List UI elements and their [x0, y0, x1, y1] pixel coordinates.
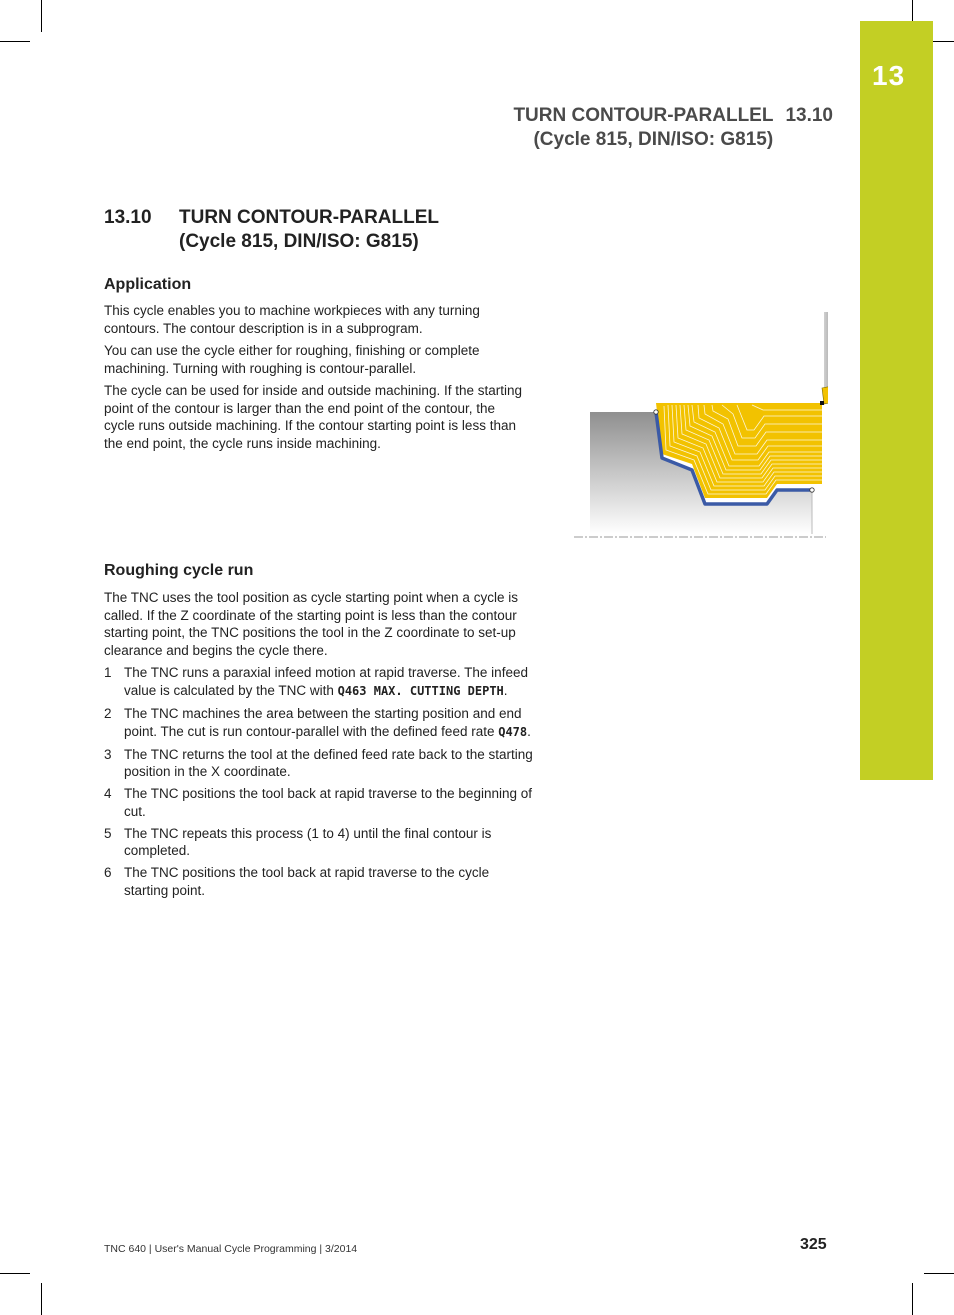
step-number: 3 — [104, 746, 112, 762]
step-text: The TNC runs a paraxial infeed motion at rapid traverse. The infeed value is calculated by the TNC with — [124, 665, 528, 699]
step-number: 6 — [104, 865, 112, 881]
step-number: 5 — [104, 825, 112, 841]
running-header — [513, 104, 833, 152]
step-punctuation: . — [527, 723, 531, 739]
step-number: 4 — [104, 786, 112, 802]
crop-mark — [924, 1273, 954, 1274]
step-punctuation: . — [503, 683, 508, 699]
step-parameter: Q463 MAX. CUTTING DEPTH — [337, 684, 504, 699]
roughing-step — [104, 746, 536, 781]
roughing-step — [104, 705, 536, 741]
section-heading — [104, 206, 439, 254]
roughing-step — [104, 785, 536, 820]
step-text: The TNC positions the tool back at rapid traverse to the cycle starting point. — [124, 865, 490, 898]
step-text: The TNC repeats this process (1 to 4) until the final contour is completed. — [124, 825, 492, 859]
page-number: 325 — [800, 1236, 827, 1253]
running-header-subtitle: (Cycle 815, DIN/ISO: G815) — [533, 129, 774, 150]
section-subtitle: (Cycle 815, DIN/ISO: G815) — [179, 231, 419, 252]
step-number: 2 — [104, 705, 112, 721]
roughing-step — [104, 825, 536, 860]
tool-start-point — [820, 401, 824, 405]
chapter-tab — [860, 21, 933, 780]
step-parameter: Q478 — [498, 724, 528, 739]
application-text — [104, 302, 529, 457]
step-text: The TNC returns the tool at the defined feed rate back to the starting position in the X coordinate. — [124, 746, 533, 780]
step-text: The TNC positions the tool back at rapid traverse to the beginning of cut. — [124, 786, 532, 819]
roughing-text — [104, 589, 536, 904]
application-paragraph: You can use the cycle either for roughing, finishing or complete machining. Turning with roughing is contour-parallel. — [104, 342, 480, 376]
section-number: 13.10 — [104, 207, 152, 228]
step-text: The TNC machines the area between the starting position and end point. The cut is run contour-parallel with the defined feed rate — [124, 705, 522, 739]
running-header-line1 — [513, 104, 833, 128]
application-heading: Application — [104, 276, 192, 293]
crop-mark — [41, 0, 42, 32]
roughing-intro: The TNC uses the tool position as cycle starting point when a cycle is called. If the Z coordinate of the starting point is less than the contour starting point, the TNC positions the tool in the Z coordinate to set-up clearance and begins the cycle there. — [104, 590, 518, 659]
crop-mark — [912, 1283, 913, 1315]
roughing-step — [104, 664, 536, 700]
roughing-heading: Roughing cycle run — [104, 562, 254, 579]
chapter-number: 13 — [872, 60, 906, 91]
contour-end-point — [810, 488, 814, 492]
crop-mark — [41, 1283, 42, 1315]
roughing-steps — [104, 664, 536, 899]
crop-mark — [0, 1273, 30, 1274]
contour-start-point — [654, 410, 658, 414]
application-paragraph: The cycle can be used for inside and outside machining. If the starting point of the contour is larger than the end point of the contour, the cycle runs outside machining. If the contour starting point is less than the end point, the cycle runs inside machining. — [104, 382, 522, 451]
crop-mark — [0, 41, 30, 42]
running-header-section-number: 13.10 — [785, 105, 833, 126]
roughing-step — [104, 864, 536, 899]
application-paragraph: This cycle enables you to machine workpieces with any turning contours. The contour description is in a subprogram. — [104, 303, 480, 336]
step-number: 1 — [104, 665, 112, 681]
running-header-title: TURN CONTOUR-PARALLEL — [513, 105, 774, 126]
footer-text: TNC 640 | User's Manual Cycle Programming | 3/2014 — [104, 1243, 358, 1255]
section-title: TURN CONTOUR-PARALLEL — [179, 207, 439, 228]
turning-cycle-illustration — [572, 308, 828, 542]
